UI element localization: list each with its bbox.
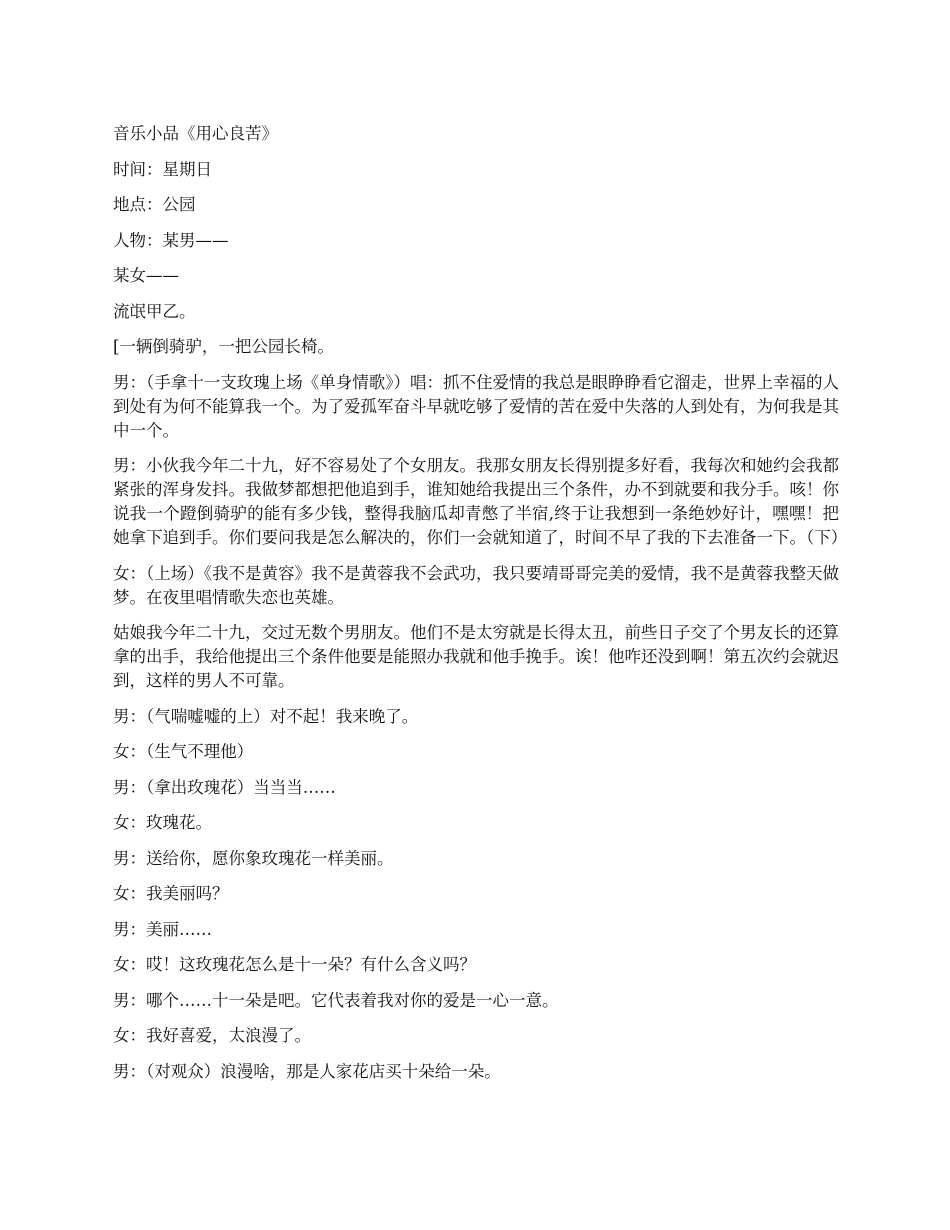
paragraph: 男：（手拿十一支玫瑰上场《单身情歌》）唱：抓不住爱情的我总是眼睁睁看它溜走，世界上幸福的人到处有为何不能算我一个。为了爱孤军奋斗早就吃够了爱情的苦在爱中失落的人到处有，为何我是其中一个。 (113, 372, 839, 440)
paragraph: 流氓甲乙。 (113, 301, 196, 321)
paragraph: 时间：星期日 (113, 159, 212, 179)
document-title: 音乐小品《用心良苦》 (113, 124, 278, 143)
paragraph: 女：（生气不理他） (113, 742, 254, 761)
paragraph: 男：美丽…… (113, 919, 212, 939)
paragraph: 男：哪个……十一朵是吧。它代表着我对你的爱是一心一意。 (113, 990, 559, 1010)
paragraph: 地点：公园 (113, 195, 196, 214)
paragraph: 男：（对观众）浪漫啥，那是人家花店买十朵给一朵。 (113, 1061, 501, 1081)
paragraph: 男：（气喘嘘嘘的上）对不起！我来晚了。 (113, 706, 419, 726)
paragraph: 某女—— (113, 266, 179, 285)
paragraph: 女：我好喜爱，太浪漫了。 (113, 1026, 311, 1045)
paragraph: 男：送给你，愿你象玫瑰花一样美丽。 (113, 848, 394, 868)
paragraph: [一辆倒骑驴，一把公园长椅。 (113, 337, 334, 356)
paragraph: 女：玫瑰花。 (113, 813, 212, 832)
paragraph: 男：小伙我今年二十九，好不容易处了个女朋友。我那女朋友长得别提多好看，我每次和她约会我都紧张的浑身发抖。我做梦都想把他追到手，谁知她给我提出三个条件，办不到就要和我分手。咳！你说我一个蹬倒骑驴的能有多少钱，整得我脑瓜却青憋了半宿,终于让我想到一条绝妙好计，嘿嘿！把她拿下追到手。你们要问我是怎么解决的，你们一会就知道了，时间不早了我的下去准备一下。（下） (113, 456, 848, 547)
paragraph: 女：我美丽吗？ (113, 884, 229, 903)
paragraph: 女：哎！这玫瑰花怎么是十一朵？有什么含义吗？ (113, 955, 476, 974)
paragraph: 人物：某男—— (113, 230, 229, 250)
document-body (113, 122, 848, 1095)
paragraph: 姑娘我今年二十九，交过无数个男朋友。他们不是太穷就是长得太丑，前些日子交了个男友长的还算拿的出手，我给他提出三个条件他要是能照办我就和他手挽手。诶！他咋还没到啊！第五次约会就迟到，这样的男人不可靠。 (113, 623, 839, 690)
paragraph: 男：（拿出玫瑰花）当当当…… (113, 777, 336, 797)
paragraph: 女：（上场）《我不是黄容》我不是黄蓉我不会武功，我只要靖哥哥完美的爱情，我不是黄蓉我整天做梦。在夜里唱情歌失恋也英雄。 (113, 563, 839, 607)
